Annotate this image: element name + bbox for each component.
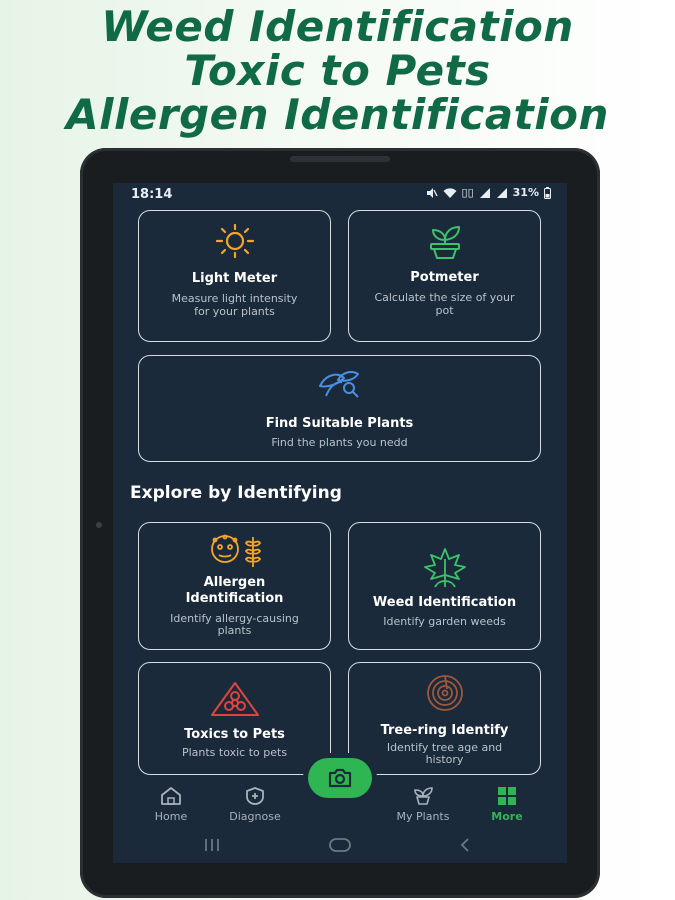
- plant-pot-icon: [423, 222, 467, 260]
- find-plants-subtitle: Find the plants you nedd: [271, 436, 408, 449]
- nav-my-plants[interactable]: [383, 787, 463, 823]
- headline-line-2: Toxic to Pets: [184, 46, 491, 95]
- status-icons: [426, 186, 551, 199]
- toxic-pets-title: Toxics to Pets: [184, 727, 285, 742]
- potmeter-subtitle: Calculate the size of your pot: [374, 291, 515, 317]
- biohazard-icon: [210, 681, 260, 717]
- nav-more[interactable]: [467, 787, 547, 823]
- signal-icon-2: [496, 187, 508, 199]
- nav-my-plants-label: My Plants: [396, 810, 450, 823]
- system-nav-bar: [113, 831, 567, 863]
- allergen-card[interactable]: [138, 522, 331, 650]
- home-icon: [160, 787, 182, 805]
- back-icon[interactable]: [457, 837, 473, 853]
- headline-line-1: Weed Identification: [101, 2, 574, 51]
- allergen-title: Allergen Identification: [185, 575, 284, 606]
- weed-card[interactable]: [348, 522, 541, 650]
- wifi-icon: [443, 187, 457, 199]
- nav-home[interactable]: [131, 787, 211, 823]
- mute-icon: [426, 187, 438, 199]
- weed-icon: [421, 545, 469, 589]
- recents-icon[interactable]: [201, 837, 223, 853]
- nav-diagnose-label: Diagnose: [229, 810, 281, 823]
- allergen-icon: [205, 531, 265, 571]
- weed-subtitle: Identify garden weeds: [383, 615, 506, 628]
- camera-icon: [328, 768, 352, 788]
- light-meter-title: Light Meter: [191, 271, 278, 286]
- headline-line-3: Allergen Identification: [66, 90, 609, 139]
- nav-more-label: More: [491, 810, 523, 823]
- allergen-subtitle: Identify allergy-causing plants: [170, 612, 299, 637]
- tablet-camera: [96, 522, 102, 528]
- toxic-pets-subtitle: Plants toxic to pets: [181, 746, 288, 759]
- tree-ring-title: Tree-ring Identify: [380, 723, 509, 738]
- tree-ring-icon: [425, 673, 465, 713]
- battery-percent: 31%: [512, 186, 539, 199]
- find-plants-card[interactable]: [138, 355, 541, 462]
- status-bar: [113, 183, 567, 205]
- plant-search-icon: [316, 366, 364, 402]
- signal-icon: [479, 187, 491, 199]
- app-screen: [113, 183, 567, 863]
- toxic-pets-card[interactable]: [138, 662, 331, 775]
- volte-icon: ▯▯: [461, 186, 474, 199]
- tree-ring-card[interactable]: [348, 662, 541, 775]
- grid-icon: [497, 787, 517, 805]
- promo-headline: [0, 0, 675, 137]
- weed-title: Weed Identification: [372, 595, 517, 610]
- nav-diagnose[interactable]: [215, 787, 295, 823]
- tree-ring-subtitle: Identify tree age and history: [386, 741, 503, 766]
- camera-scan-button[interactable]: [308, 758, 372, 798]
- sun-icon: [213, 223, 257, 259]
- status-time: 18:14: [131, 187, 173, 202]
- home-button-icon[interactable]: [328, 837, 352, 853]
- light-meter-subtitle: Measure light intensity for your plants: [171, 292, 298, 318]
- light-meter-card[interactable]: [138, 210, 331, 342]
- tablet-speaker: [290, 156, 390, 162]
- explore-section-title: Explore by Identifying: [130, 483, 342, 503]
- potmeter-title: Potmeter: [410, 270, 479, 285]
- potmeter-card[interactable]: [348, 210, 541, 342]
- diagnose-icon: [245, 787, 265, 805]
- nav-home-label: Home: [154, 810, 188, 823]
- find-plants-title: Find Suitable Plants: [265, 416, 414, 431]
- my-plants-icon: [411, 787, 435, 805]
- battery-icon: [544, 187, 551, 199]
